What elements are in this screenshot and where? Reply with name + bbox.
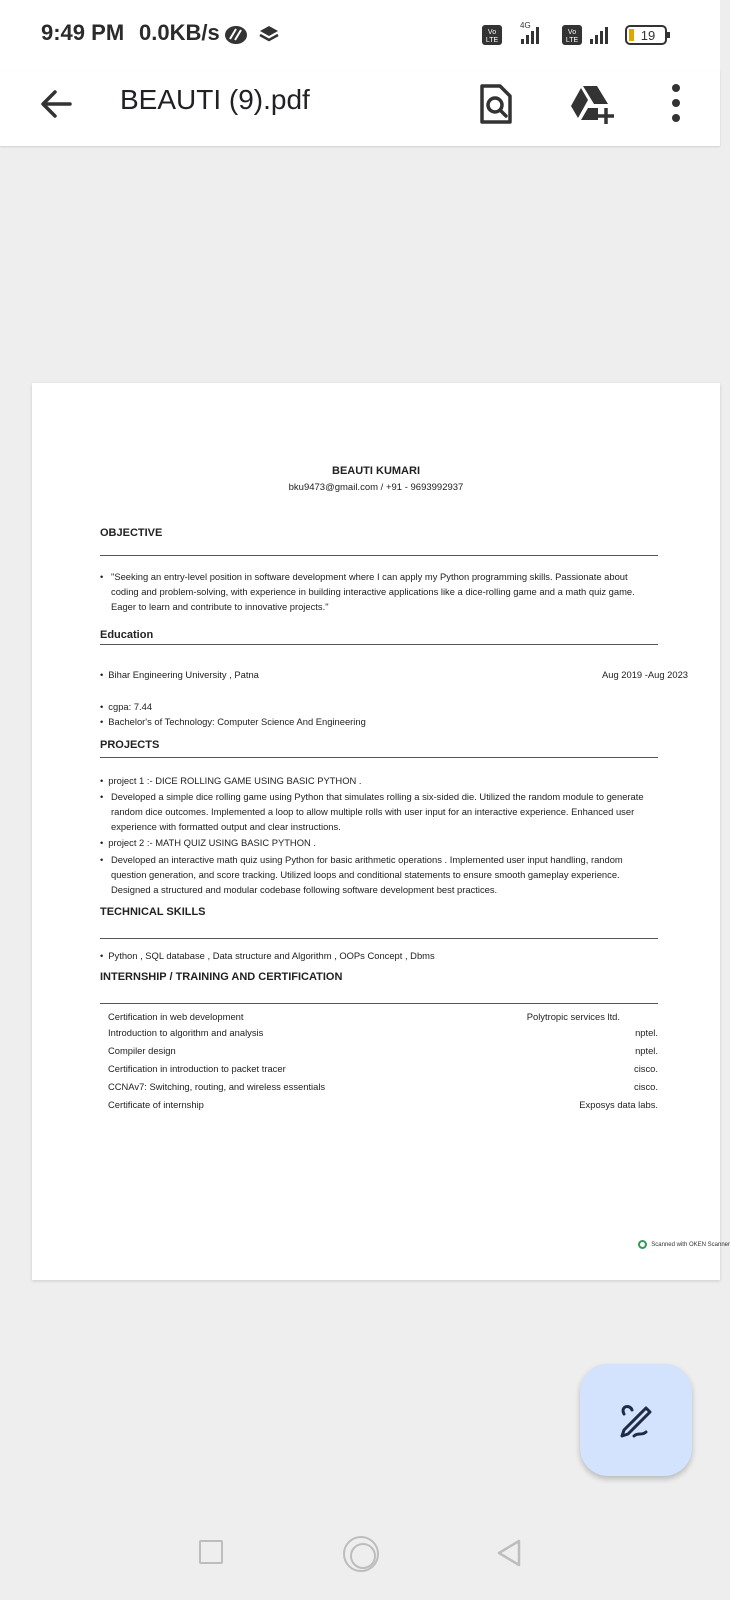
certification-name: Compiler design [108, 1045, 176, 1056]
back-nav-button[interactable] [496, 1538, 522, 1573]
resume-name: BEAUTI KUMARI [332, 465, 420, 477]
education-university: • Bihar Engineering University , Patna [100, 669, 259, 680]
network-speed: 0.0KB/s [139, 20, 220, 45]
edit-pen-icon [616, 1400, 656, 1440]
certification-row [108, 1027, 658, 1043]
skills-title: TECHNICAL SKILLS [100, 906, 206, 918]
home-nav-button[interactable] [343, 1536, 379, 1572]
status-time: 9:49 PM [41, 20, 125, 45]
certification-name: Introduction to algorithm and analysis [108, 1027, 264, 1038]
certification-org: nptel. [635, 1027, 658, 1038]
objective-text: • "Seeking an entry-level position in software development where I can apply my Python programming skills. Passionate about coding and problem-solving, with experience in building interactive applications like a dice-rolling game and a math quiz game. Eager to learn and contribute to innovative projects." [100, 569, 648, 614]
certification-org: Exposys data labs. [579, 1099, 658, 1110]
project-2-description: • Developed an interactive math quiz using Python for basic arithmetic operations . Implemented user input handling, random question generation, and score tracking. Utilized loops and conditional statements to ensure smooth gameplay experience. Designed a structured and modular codebase following software development best practices. [100, 852, 648, 897]
certification-row [108, 1099, 658, 1115]
add-to-drive-button[interactable] [568, 82, 616, 126]
certification-name: CCNAv7: Switching, routing, and wireless essentials [108, 1081, 326, 1092]
more-vert-icon [664, 82, 688, 126]
arrow-back-icon [36, 84, 76, 124]
project-2-title: • project 2 :- MATH QUIZ USING BASIC PYTHON . [100, 837, 316, 848]
skills-text: • Python , SQL database , Data structure and Algorithm , OOPs Concept , Dbms [100, 950, 435, 961]
education-dates: Aug 2019 -Aug 2023 [601, 669, 688, 680]
more-options-button[interactable] [664, 82, 688, 126]
certifications-title: INTERNSHIP / TRAINING AND CERTIFICATION [100, 971, 343, 983]
education-cgpa: • cgpa: 7.44 [100, 701, 152, 712]
certification-row [108, 1063, 658, 1079]
find-in-page-icon [476, 82, 516, 126]
add-to-drive-icon [568, 82, 616, 126]
network-type-label: 4G [520, 21, 531, 30]
pdf-page[interactable] [32, 383, 730, 1280]
back-button[interactable] [36, 84, 76, 124]
svg-text:Vo: Vo [487, 29, 497, 36]
project-1-description: • Developed a simple dice rolling game using Python that simulates rolling a six-sided die. Utilized the random module to generate random dice outcomes. Implemented a loop to allow multiple rolls with user input for an interactive experience. Enhanced user experience with formatted output and clear instructions. [100, 789, 648, 834]
status-indicators [482, 22, 692, 48]
projects-title: PROJECTS [100, 739, 160, 751]
education-degree: • Bachelor's of Technology: Computer Science And Engineering [100, 716, 366, 727]
divider [100, 757, 658, 758]
certification-org: Polytropic services ltd. [526, 1011, 620, 1022]
education-title: Education [100, 629, 154, 641]
svg-text:Vo: Vo [567, 29, 577, 36]
certification-name: Certification in introduction to packet tracer [108, 1063, 286, 1074]
document-title: BEAUTI (9).pdf [120, 84, 310, 115]
certification-org: cisco. [634, 1081, 658, 1092]
certification-row [108, 1011, 658, 1027]
certification-row [108, 1081, 658, 1097]
divider [100, 938, 658, 939]
resume-contact: bku9473@gmail.com / +91 - 9693992937 [288, 482, 464, 493]
certification-row [108, 1045, 658, 1061]
stack-notification-icon [258, 24, 280, 51]
status-bar [0, 0, 720, 70]
certification-name: Certification in web development [108, 1011, 244, 1022]
divider [100, 555, 658, 556]
edit-fab-button[interactable] [580, 1364, 692, 1476]
app-notification-icon [224, 24, 248, 51]
scanner-watermark-text: Scanned with OKEN Scanner [651, 1241, 730, 1248]
certification-org: nptel. [635, 1045, 658, 1056]
battery-level: 19 [640, 28, 656, 43]
scanner-logo-icon [638, 1240, 647, 1249]
triangle-back-icon [496, 1538, 522, 1568]
svg-text:LTE: LTE [565, 37, 579, 44]
app-bar [0, 70, 720, 146]
objective-title: OBJECTIVE [100, 527, 163, 539]
scanner-watermark [638, 1240, 730, 1249]
certification-org: cisco. [634, 1063, 658, 1074]
find-in-page-button[interactable] [476, 82, 516, 126]
divider [100, 1003, 658, 1004]
project-1-title: • project 1 :- DICE ROLLING GAME USING BASIC PYTHON . [100, 775, 361, 786]
certification-name: Certificate of internship [108, 1099, 204, 1110]
divider [100, 644, 658, 645]
recents-nav-button[interactable] [199, 1540, 223, 1564]
svg-text:LTE: LTE [485, 37, 499, 44]
